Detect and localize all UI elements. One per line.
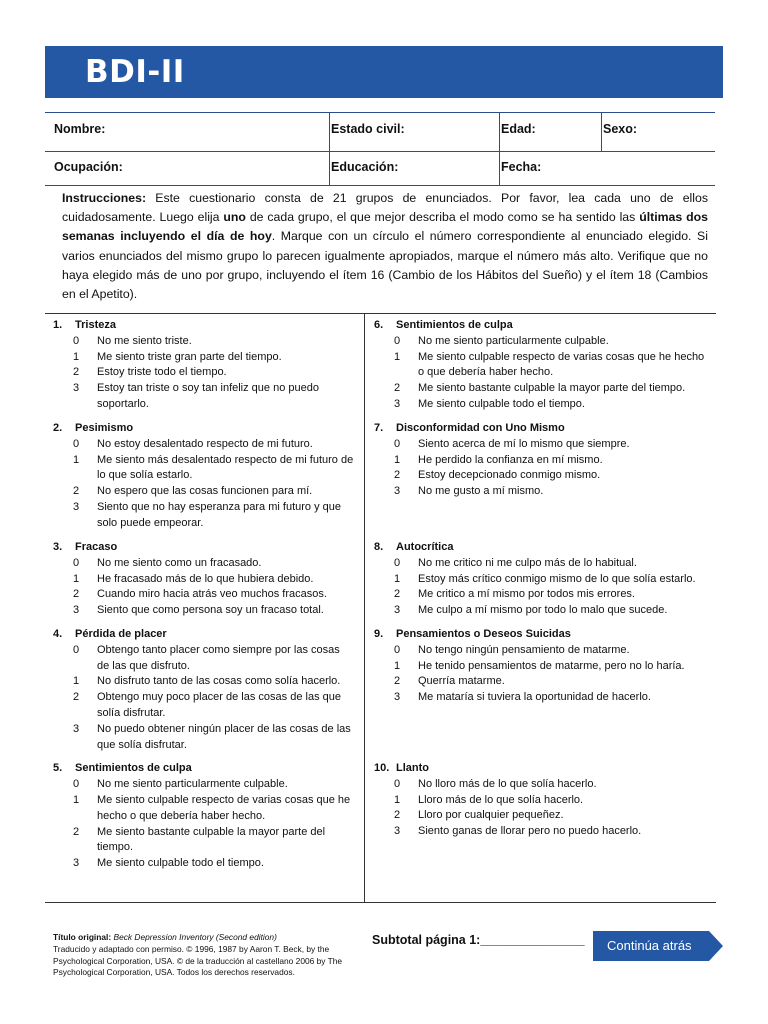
- form-divider: [329, 112, 330, 185]
- option-number: 0: [394, 777, 401, 790]
- option-number: 2: [73, 691, 80, 704]
- question-group: [53, 627, 355, 753]
- option-text: Siento acerca de mí lo mismo que siempre.: [418, 437, 630, 450]
- question-title: Sentimientos de culpa: [75, 762, 192, 775]
- option-text: Me siento más desalentado respecto de mi futuro de lo que solía estarlo.: [97, 453, 354, 482]
- answer-option[interactable]: [374, 334, 710, 350]
- option-text: No tengo ningún pensamiento de matarme.: [418, 643, 630, 656]
- option-number: 3: [73, 382, 80, 395]
- option-text: No disfruto tanto de las cosas como solía hacerlo.: [97, 675, 341, 688]
- answer-option[interactable]: [53, 587, 355, 603]
- option-number: 0: [73, 643, 80, 656]
- fecha-field[interactable]: Fecha:: [501, 160, 542, 174]
- answer-option[interactable]: [53, 603, 355, 619]
- option-number: 1: [73, 350, 80, 363]
- educacion-field[interactable]: Educación:: [331, 160, 399, 174]
- option-number: 3: [73, 604, 80, 617]
- option-text: Me siento triste gran parte del tiempo.: [97, 350, 282, 363]
- option-number: 3: [394, 604, 401, 617]
- question-group: [374, 318, 710, 413]
- question-number: 10.: [374, 762, 390, 774]
- sexo-field[interactable]: Sexo:: [603, 122, 638, 136]
- answer-option[interactable]: [374, 587, 710, 603]
- answer-option[interactable]: [374, 484, 710, 500]
- question-number: 6.: [374, 319, 384, 331]
- answer-option[interactable]: [53, 643, 355, 675]
- answer-option[interactable]: [53, 793, 355, 825]
- question-heading: [53, 627, 355, 643]
- answer-option[interactable]: [53, 484, 355, 500]
- option-number: 1: [73, 572, 80, 585]
- question-heading: [53, 540, 355, 556]
- form-divider: [45, 185, 715, 186]
- option-text: Siento que no hay esperanza para mi futuro y que solo puede empeorar.: [97, 500, 341, 529]
- question-title: Disconformidad con Uno Mismo: [396, 422, 565, 434]
- option-number: 2: [394, 382, 401, 395]
- question-title: Fracaso: [75, 541, 118, 553]
- question-title: Pesimismo: [75, 422, 134, 434]
- answer-option[interactable]: [53, 722, 355, 754]
- answer-option[interactable]: [53, 825, 355, 857]
- header-banner: [45, 46, 723, 98]
- instructions-label: Instrucciones:: [62, 191, 147, 205]
- instructions-text: . Marque con un círculo el número correspondiente al enunciado elegido. Si varios enunciados del mismo grupo lo parecen igualmente apropiados, marque el número más alto. Verifique que no haya elegido más de uno por grupo, incluyendo el ítem 16 (Cambio de los Hábitos del Sueño) y el ítem 18 (Cambios en el Apetito).: [62, 229, 708, 302]
- option-text: No me siento particularmente culpable.: [97, 778, 288, 791]
- left-column: [53, 318, 355, 880]
- option-text: Lloro más de lo que solía hacerlo.: [418, 793, 584, 806]
- continue-button[interactable]: [593, 931, 723, 961]
- option-text: No puedo obtener ningún placer de las cosas de las que solía disfrutar.: [97, 722, 351, 751]
- option-text: Me mataría si tuviera la oportunidad de hacerlo.: [418, 691, 651, 704]
- ocupacion-field[interactable]: Ocupación:: [54, 160, 123, 174]
- answer-option[interactable]: [374, 793, 710, 809]
- option-text: Querría matarme.: [418, 675, 505, 688]
- option-text: Me critico a mí mismo por todos mis errores.: [418, 588, 635, 601]
- question-heading: [53, 421, 355, 437]
- option-number: 2: [394, 675, 401, 688]
- option-text: No lloro más de lo que solía hacerlo.: [418, 777, 597, 790]
- question-heading: [374, 318, 710, 334]
- option-text: No estoy desalentado respecto de mi futuro.: [97, 437, 313, 450]
- option-text: He perdido la confianza en mí mismo.: [418, 453, 603, 466]
- option-text: He tenido pensamientos de matarme, pero no lo haría.: [418, 659, 685, 672]
- question-number: 2.: [53, 422, 63, 434]
- option-text: Siento que como persona soy un fracaso total.: [97, 604, 324, 617]
- section-top-rule: [45, 313, 716, 314]
- question-title: Autocrítica: [396, 541, 454, 553]
- option-number: 3: [73, 857, 80, 870]
- option-number: 1: [73, 793, 80, 806]
- credit-label: Título original:: [53, 932, 114, 942]
- option-number: 3: [394, 397, 401, 410]
- option-number: 0: [394, 556, 401, 569]
- answer-option[interactable]: [374, 468, 710, 484]
- question-number: 3.: [53, 541, 63, 553]
- option-text: Me siento culpable respecto de varias cosas que he hecho o que debería haber hecho.: [97, 793, 351, 822]
- instructions-text: Este cuestionario consta de 21 grupos de enunciados. Por favor, lea cada uno de ellos cuidadosamente. Luego elija: [62, 191, 708, 225]
- option-number: 2: [73, 825, 80, 838]
- answer-option[interactable]: [374, 381, 710, 397]
- estado-civil-field[interactable]: Estado civil:: [331, 122, 405, 136]
- question-heading: [374, 627, 710, 643]
- option-number: 0: [73, 556, 80, 569]
- option-text: No espero que las cosas funcionen para mí.: [97, 485, 313, 498]
- question-heading: [374, 421, 710, 437]
- option-number: 2: [73, 366, 80, 379]
- page-title: BDI-II: [85, 54, 185, 90]
- option-number: 1: [394, 453, 401, 466]
- option-text: Estoy decepcionado conmigo mismo.: [418, 469, 601, 482]
- option-text: He fracasado más de lo que hubiera debido.: [97, 572, 314, 585]
- question-title: Pérdida de placer: [75, 628, 167, 640]
- answer-option[interactable]: [53, 334, 355, 350]
- question-number: 9.: [374, 628, 384, 640]
- answer-option[interactable]: [374, 437, 710, 453]
- question-title: Sentimientos de culpa: [396, 319, 513, 331]
- option-number: 3: [73, 722, 80, 735]
- option-text: Estoy más crítico conmigo mismo de lo que solía estarlo.: [418, 572, 696, 585]
- answer-option[interactable]: [53, 572, 355, 588]
- option-text: Cuando miro hacia atrás veo muchos fracasos.: [97, 588, 327, 601]
- option-number: 0: [73, 334, 80, 347]
- answer-option[interactable]: [374, 808, 710, 824]
- option-text: Obtengo tanto placer como siempre por las cosas de las que disfruto.: [97, 643, 340, 672]
- nombre-field[interactable]: Nombre:: [54, 122, 106, 136]
- credit-body: Traducido y adaptado con permiso. © 1996, 1987 by Aaron T. Beck, by the Psychological Corporation, USA. © de la traducción al castellano 2006 by The Psychological Corporation, USA. Todos los derechos reservados.: [53, 943, 343, 978]
- answer-option[interactable]: [53, 690, 355, 722]
- option-number: 0: [394, 334, 401, 347]
- answer-option[interactable]: [374, 572, 710, 588]
- answer-option[interactable]: [53, 365, 355, 381]
- section-bottom-rule: [45, 902, 716, 903]
- answer-option[interactable]: [374, 603, 710, 619]
- question-number: 8.: [374, 541, 384, 553]
- option-number: 0: [73, 778, 80, 791]
- answer-option[interactable]: [374, 397, 710, 413]
- option-text: No me gusto a mí mismo.: [418, 485, 544, 498]
- answer-option[interactable]: [374, 777, 710, 793]
- form-divider: [45, 151, 715, 152]
- answer-option[interactable]: [374, 674, 710, 690]
- form-divider: [45, 112, 715, 113]
- continue-label: Continúa atrás: [607, 938, 692, 953]
- option-text: Me siento bastante culpable la mayor parte del tiempo.: [418, 382, 686, 395]
- form-divider: [499, 112, 500, 185]
- question-group: [374, 540, 710, 619]
- option-number: 0: [394, 437, 401, 450]
- answer-option[interactable]: [53, 777, 355, 793]
- copyright-notice: [53, 932, 363, 979]
- answer-option[interactable]: [53, 437, 355, 453]
- option-number: 3: [394, 825, 401, 838]
- option-number: 0: [394, 643, 401, 656]
- option-text: Siento ganas de llorar pero no puedo hacerlo.: [418, 825, 642, 838]
- question-group: [53, 318, 355, 413]
- question-number: 1.: [53, 319, 63, 331]
- answer-option[interactable]: [53, 350, 355, 366]
- option-text: Me culpo a mí mismo por todo lo malo que sucede.: [418, 604, 668, 617]
- answer-option[interactable]: [374, 824, 710, 840]
- option-number: 1: [394, 350, 401, 363]
- answer-option[interactable]: [374, 556, 710, 572]
- question-heading: [53, 761, 355, 777]
- answer-option[interactable]: [53, 856, 355, 872]
- option-number: 1: [394, 572, 401, 585]
- option-number: 3: [73, 500, 80, 513]
- option-number: 2: [394, 469, 401, 482]
- option-number: 2: [394, 809, 401, 822]
- question-group: [53, 761, 355, 872]
- option-text: Estoy triste todo el tiempo.: [97, 366, 227, 379]
- question-heading: [53, 318, 355, 334]
- option-text: Me siento bastante culpable la mayor parte del tiempo.: [97, 825, 326, 854]
- option-number: 1: [394, 793, 401, 806]
- answer-option[interactable]: [374, 643, 710, 659]
- option-text: No me siento triste.: [97, 334, 192, 347]
- option-number: 2: [73, 485, 80, 498]
- question-number: 5.: [53, 762, 63, 775]
- question-heading: [374, 540, 710, 556]
- option-number: 1: [394, 659, 401, 672]
- option-text: Lloro por cualquier pequeñez.: [418, 809, 564, 822]
- option-text: Me siento culpable respecto de varias cosas que he hecho o que debería haber hecho.: [418, 350, 705, 379]
- answer-option[interactable]: [53, 556, 355, 572]
- answer-option[interactable]: [53, 453, 355, 485]
- option-text: No me siento particularmente culpable.: [418, 334, 609, 347]
- answer-option[interactable]: [53, 500, 355, 532]
- option-number: 1: [73, 453, 80, 466]
- option-text: Estoy tan triste o soy tan infeliz que no puedo soportarlo.: [97, 382, 319, 410]
- answer-option[interactable]: [374, 659, 710, 675]
- column-divider: [364, 314, 365, 902]
- option-number: 0: [73, 437, 80, 450]
- instructions-emphasis: uno: [223, 210, 246, 225]
- instructions: [62, 189, 708, 304]
- option-number: 2: [73, 588, 80, 601]
- option-text: Me siento culpable todo el tiempo.: [418, 397, 585, 410]
- question-group: [374, 627, 710, 753]
- question-number: 7.: [374, 422, 384, 434]
- question-group: [374, 761, 710, 872]
- option-text: Obtengo muy poco placer de las cosas de las que solía disfrutar.: [97, 691, 341, 719]
- option-text: No me siento como un fracasado.: [97, 556, 262, 569]
- option-number: 3: [394, 485, 401, 498]
- answer-option[interactable]: [53, 674, 355, 690]
- question-title: Tristeza: [75, 319, 116, 331]
- subtotal-field[interactable]: Subtotal página 1:_______________: [372, 933, 585, 947]
- question-number: 4.: [53, 628, 63, 640]
- question-group: [374, 421, 710, 532]
- question-title: Llanto: [396, 762, 429, 774]
- question-group: [53, 540, 355, 619]
- question-title: Pensamientos o Deseos Suicidas: [396, 628, 571, 640]
- form-divider: [601, 112, 602, 151]
- option-text: Me siento culpable todo el tiempo.: [97, 857, 264, 870]
- answer-option[interactable]: [374, 350, 710, 382]
- option-number: 3: [394, 691, 401, 704]
- credit-title: Beck Depression Inventory (Second edition): [113, 932, 277, 942]
- question-group: [53, 421, 355, 532]
- right-column: [374, 318, 710, 880]
- option-number: 1: [73, 675, 80, 688]
- question-heading: [374, 761, 710, 777]
- option-number: 2: [394, 588, 401, 601]
- instructions-emphasis: últimas dos semanas incluyendo el día de hoy: [62, 210, 708, 244]
- answer-option[interactable]: [374, 453, 710, 469]
- option-text: No me critico ni me culpo más de lo habitual.: [418, 556, 637, 569]
- instructions-text: de cada grupo, el que mejor describa el modo como se ha sentido las: [245, 210, 640, 225]
- edad-field[interactable]: Edad:: [501, 122, 536, 136]
- answer-option[interactable]: [374, 690, 710, 706]
- answer-option[interactable]: [53, 381, 355, 413]
